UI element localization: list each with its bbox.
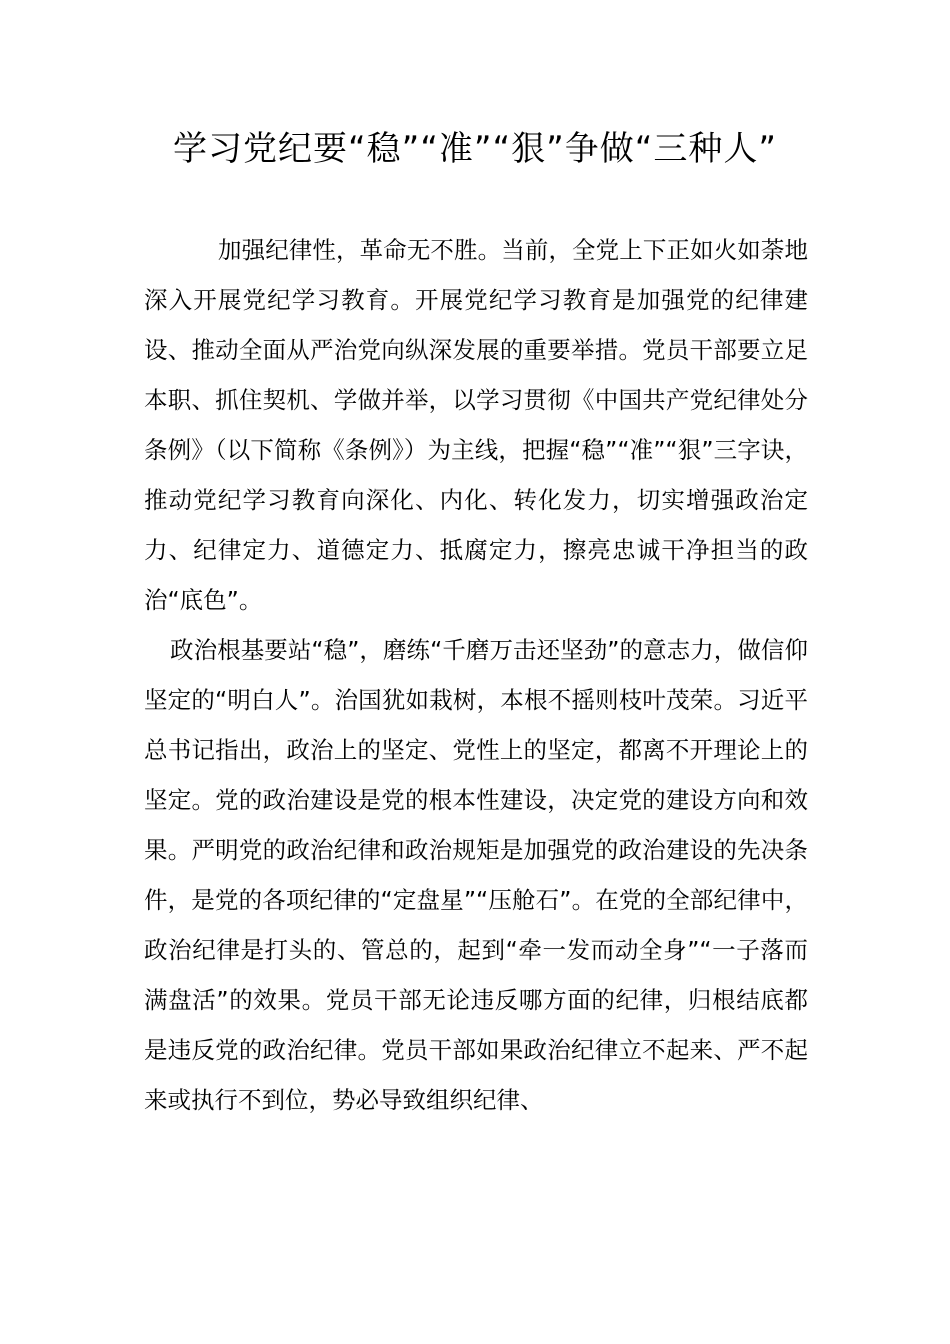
document-body (144, 225, 808, 1125)
paragraph-intro: 加强纪律性，革命无不胜。当前，全党上下正如火如荼地深入开展党纪学习教育。开展党纪学习教育是加强党的纪律建设、推动全面从严治党向纵深发展的重要举措。党员干部要立足本职、抓住契机、学做并举，以学习贯彻《中国共产党纪律处分条例》（以下简称《条例》）为主线，把握“稳”“准”“狠”三字诀，推动党纪学习教育向深化、内化、转化发力，切实增强政治定力、纪律定力、道德定力、抵腐定力，擦亮忠诚干净担当的政治“底色”。 (144, 236, 808, 614)
document-title: 学习党纪要“稳”“准”“狠”争做“三种人” (173, 129, 777, 169)
paragraph-political-foundation: 政治根基要站“稳”，磨练“千磨万击还坚劲”的意志力，做信仰坚定的“明白人”。治国犹如栽树，本根不摇则枝叶茂荣。习近平总书记指出，政治上的坚定、党性上的坚定，都离不开理论上的坚定。党的政治建设是党的根本性建设，决定党的建设方向和效果。严明党的政治纪律和政治规矩是加强党的政治建设的先决条件，是党的各项纪律的“定盘星”“压舱石”。在党的全部纪律中，政治纪律是打头的、管总的，起到“牵一发而动全身”“一子落而满盘活”的效果。党员干部无论违反哪方面的纪律，归根结底都是违反党的政治纪律。党员干部如果政治纪律立不起来、严不起来或执行不到位，势必导致组织纪律、 (144, 636, 808, 1114)
